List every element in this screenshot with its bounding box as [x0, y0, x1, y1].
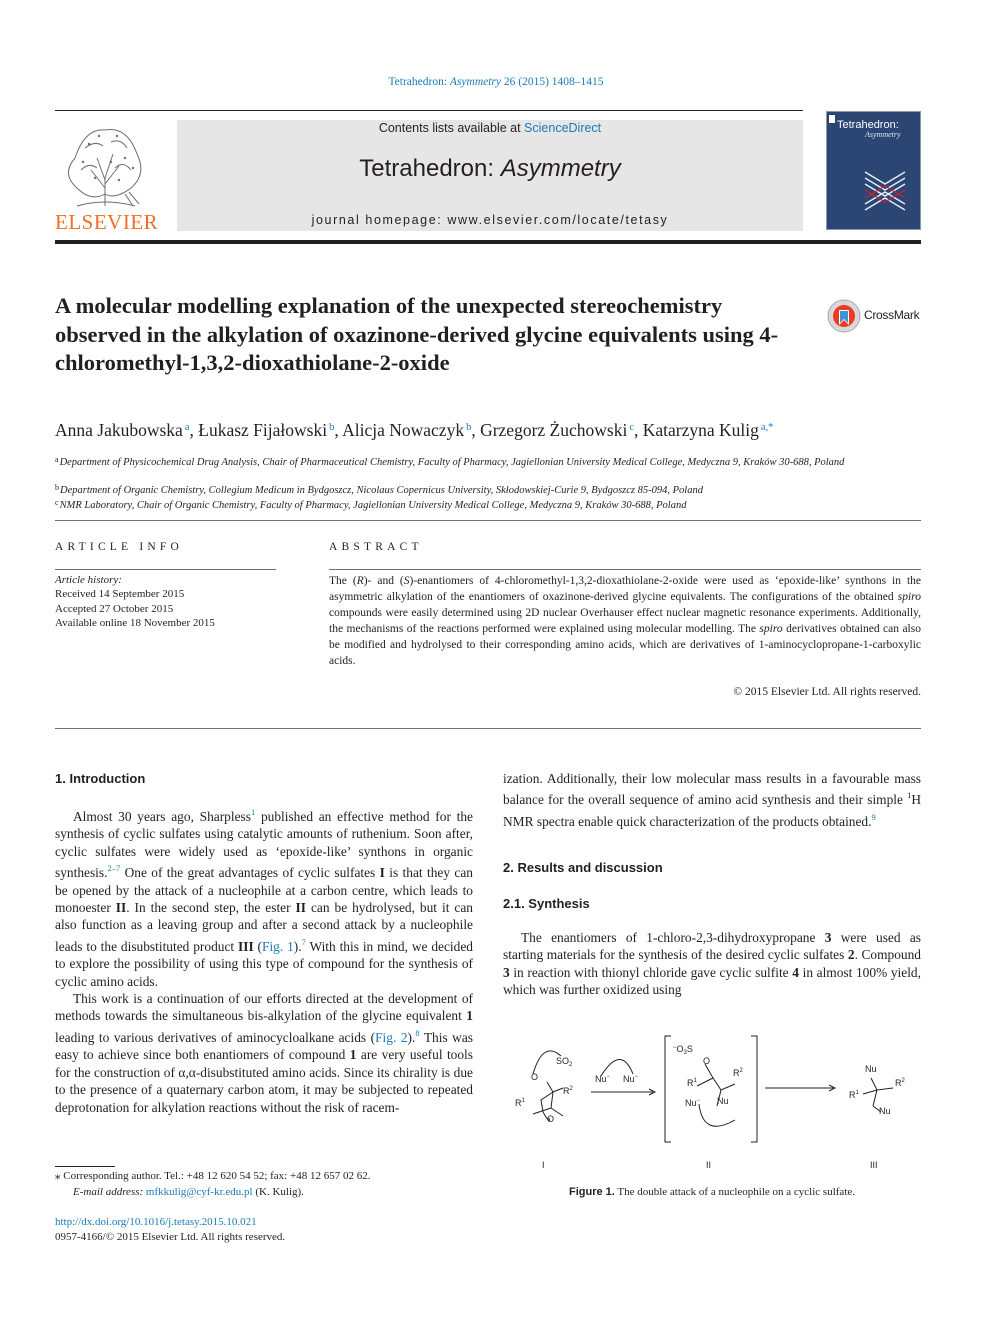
author-affiliation-ref[interactable]: b — [466, 422, 472, 433]
journal-name: Tetrahedron: Asymmetry — [359, 155, 621, 182]
doi-link[interactable]: http://dx.doi.org/10.1016/j.tetasy.2015.10.021 — [55, 1216, 257, 1228]
introduction-text — [55, 804, 473, 1116]
author-email-link[interactable]: mfkkulig@cyf-kr.edu.pl — [145, 1186, 253, 1198]
journal-citation[interactable]: Tetrahedron: Asymmetry 26 (2015) 1408–1415 — [388, 76, 604, 88]
subsection-heading-synthesis: 2.1. Synthesis — [503, 896, 590, 911]
article-title: A molecular modelling explanation of the unexpected stereochemistry observed in the alkylation of oxazinone-derived glycine equivalents using 4-chloromethyl-1,3,2-dioxathiolane-2-oxide — [55, 293, 779, 375]
abstract-divider — [55, 728, 921, 729]
issn-line: 0957-4166/© 2015 Elsevier Ltd. All rights reserved. — [55, 1231, 286, 1243]
fig-label-o-bottom: O — [547, 1114, 555, 1124]
received-date: Received 14 September 2015 — [55, 588, 185, 601]
author-list: Anna Jakubowska $^a$, Łukasz Fijałowski $^b$, Alicja Nowaczyk $^b$, Grzegorz Żuchowski $^c$, Katarzyna Kulig $^{a,*}$ — [55, 420, 774, 440]
author-affiliation-ref[interactable]: c — [629, 422, 634, 433]
crossmark-label: CrossMark — [864, 308, 920, 322]
cover-artwork — [827, 112, 921, 230]
footnote-rule — [55, 1166, 115, 1167]
crossmark-icon — [826, 298, 862, 334]
figure-1-scheme — [503, 1030, 921, 1180]
author-affiliation-ref[interactable]: b — [329, 422, 335, 433]
fig-label-r1: $R^1$ — [515, 1098, 525, 1108]
abstract-text: The (R)- and (S)-enantiomers of 4-chloromethyl-1,3,2-dioxathiolane-2-oxide were used as ‘epoxide-like’ synthons in the asymmetric alkylation of the enantiomers of oxazinone-derived glycine equivalents. The configurations of the obtained spiro compounds were easily determined using 2D nuclear Overhauser effect nuclear magnetic resonance experiments. Additionally, the mechanisms of the reactions performed were explained using molecular modelling. The spiro derivatives obtained can also be modified and hydrolysed to their corresponding amino acids, which are derivatives of 1-aminocyclopropane-1-carboxylic acids. — [329, 575, 921, 668]
section-heading-introduction: 1. Introduction — [55, 771, 146, 786]
reference-link[interactable]: 1 — [250, 807, 256, 817]
fig-label-o-top: O — [531, 1072, 539, 1082]
fig-label-so2: $SO_2$ — [556, 1056, 573, 1068]
abstract-copyright: © 2015 Elsevier Ltd. All rights reserved. — [733, 686, 921, 698]
reference-link[interactable]: 8 — [415, 1027, 420, 1038]
abstract-rule — [329, 569, 921, 570]
fig-label-o3s: $^-O_3S$ — [673, 1044, 693, 1056]
author-name: Anna Jakubowska — [55, 420, 183, 440]
article-history — [55, 573, 276, 630]
fig-label-r1-iii: $R^1$ — [849, 1090, 859, 1100]
fig-label-r2-ii: $R^2$ — [733, 1068, 743, 1078]
reference-link[interactable]: 2–7 — [107, 863, 121, 874]
fig-label-nu-ii-1: Nu− — [685, 1098, 701, 1108]
cover-title: Tetrahedron: — [837, 119, 899, 131]
fig-label-o-ii: O — [703, 1056, 711, 1066]
intro-paragraph-1: Almost 30 years ago, Sharpless$^1$ published an effective method for the synthesis of cyclic sulfates using catalytic amounts of ruthenium. Soon after, cyclic sulfates were widely used as ‘epoxide-like’ synthons in organic synthesis.$^{2-7}$ One of the great advantages of cyclic sulfates I is that they can be opened by the attack of a nucleophile at a carbon centre, which leads to monoester II. In the second step, the ester II can be hydrolysed, but it can also function as a leaving group and after a second attack by a nucleophile leads to the disubstituted product III (Fig. 1).$^7$ With this in mind, we decided to explore the possibility of using this type of compound for the synthesis of cyclic amino acids. — [55, 807, 473, 989]
reference-link[interactable]: 9 — [871, 811, 876, 822]
fig-label-II: II — [706, 1160, 712, 1170]
journal-cover[interactable] — [826, 111, 921, 230]
fig-label-nu-2: Nu− — [623, 1074, 639, 1084]
section-heading-results: 2. Results and discussion — [503, 860, 663, 875]
header-rule-top — [55, 110, 803, 111]
fig-label-I: I — [542, 1160, 545, 1170]
figure-1-link[interactable]: Fig. 1 — [262, 938, 294, 954]
introduction-continued: ization. Additionally, their low molecular mass results in a favourable mass balance for the overall sequence of amino acid synthesis and their simple $^1$H NMR spectra enable quick characterization of the products obtained.$^9$ — [503, 771, 921, 829]
fig-label-r2-iii: $R^2$ — [895, 1078, 905, 1088]
figure-2-link[interactable]: Fig. 2 — [375, 1029, 408, 1045]
online-date: Available online 18 November 2015 — [55, 616, 215, 629]
contents-line: Contents lists available at ScienceDirect — [378, 121, 602, 135]
fig-label-r1-ii: $R^1$ — [687, 1078, 697, 1088]
fig-label-nu-1: Nu− — [595, 1074, 611, 1084]
affiliation-a: $^a$Department of Physicochemical Drug Analysis, Chair of Pharmaceutical Chemistry, Faculty of Pharmacy, Jagiellonian University Medical College, Medyczna 9, Kraków 30-688, Poland — [55, 455, 845, 468]
fig-label-nu-iii-1: Nu — [865, 1064, 877, 1074]
elsevier-wordmark: ELSEVIER — [55, 210, 159, 234]
fig-label-III: III — [870, 1160, 878, 1170]
abstract-heading: ABSTRACT — [329, 541, 423, 553]
author-name: Katarzyna Kulig — [642, 420, 759, 440]
figure-1-caption: Figure 1. The double attack of a nucleophile on a cyclic sulfate. — [568, 1186, 856, 1198]
article-info-rule — [55, 569, 276, 570]
affiliation-b: $^b$Department of Organic Chemistry, Collegium Medicum in Bydgoszcz, Nicolaus Copernicus University, Skłodowskiej-Curie 9, Bydgoszcz 85-094, Poland — [55, 483, 703, 496]
synthesis-text: The enantiomers of 1-chloro-2,3-dihydroxypropane 3 were used as starting materials for the synthesis of the desired cyclic sulfates 2. Compound 3 in reaction with thionyl chloride gave cyclic sulfite 4 in almost 100% yield, which was further oxidized using — [503, 930, 921, 998]
fig-label-nu-ii-2: Nu — [717, 1096, 729, 1106]
corresponding-author-footnote: ⁎ Corresponding author. Tel.: +48 12 620 54 52; fax: +48 12 657 02 62. E-mail address: mfkkulig@cyf-kr.edu.pl (K. Kulig). — [55, 1170, 371, 1198]
fig-label-nu-iii-2: Nu — [879, 1106, 891, 1116]
author-affiliation-ref[interactable]: a,* — [760, 422, 774, 433]
fig-label-r2: $R^2$ — [563, 1086, 573, 1096]
author-affiliation-ref[interactable]: a — [184, 422, 190, 433]
intro-paragraph-2: This work is a continuation of our efforts directed at the development of methods towards the simultaneous bis-alkylation of the glycine equivalent 1 leading to various derivatives of aminocycloalkane acids (Fig. 2).$^8$ This was easy to achieve since both enantiomers of compound 1 are very useful tools for the construction of α,α-disubstituted amino acids. Since its chirality is due to the presence of a quaternary carbon atom, it may be subjected to repeated deprotonation for alkylation reactions without the risk of racem- — [55, 991, 473, 1115]
author-name: Alicja Nowaczyk — [342, 420, 465, 440]
author-name: Łukasz Fijałowski — [198, 420, 328, 440]
history-label: Article history: — [55, 574, 122, 586]
header-rule-bottom — [55, 240, 921, 244]
reference-link[interactable]: 7 — [301, 936, 306, 947]
sciencedirect-link[interactable]: ScienceDirect — [524, 121, 602, 135]
author-name: Grzegorz Żuchowski — [480, 420, 628, 440]
cover-subtitle: Asymmetry — [865, 130, 901, 139]
affiliations-divider — [55, 520, 921, 521]
crossmark-badge[interactable] — [826, 298, 926, 334]
journal-homepage[interactable]: journal homepage: www.elsevier.com/locate/tetasy — [311, 213, 669, 227]
doi-block — [55, 1215, 285, 1245]
accepted-date: Accepted 27 October 2015 — [55, 602, 174, 615]
article-info-heading: ARTICLE INFO — [55, 541, 183, 553]
affiliation-c: $^c$NMR Laboratory, Chair of Organic Chemistry, Faculty of Pharmacy, Jagiellonian University Medical College, Medyczna 9, Kraków 30-688, Poland — [55, 498, 687, 511]
